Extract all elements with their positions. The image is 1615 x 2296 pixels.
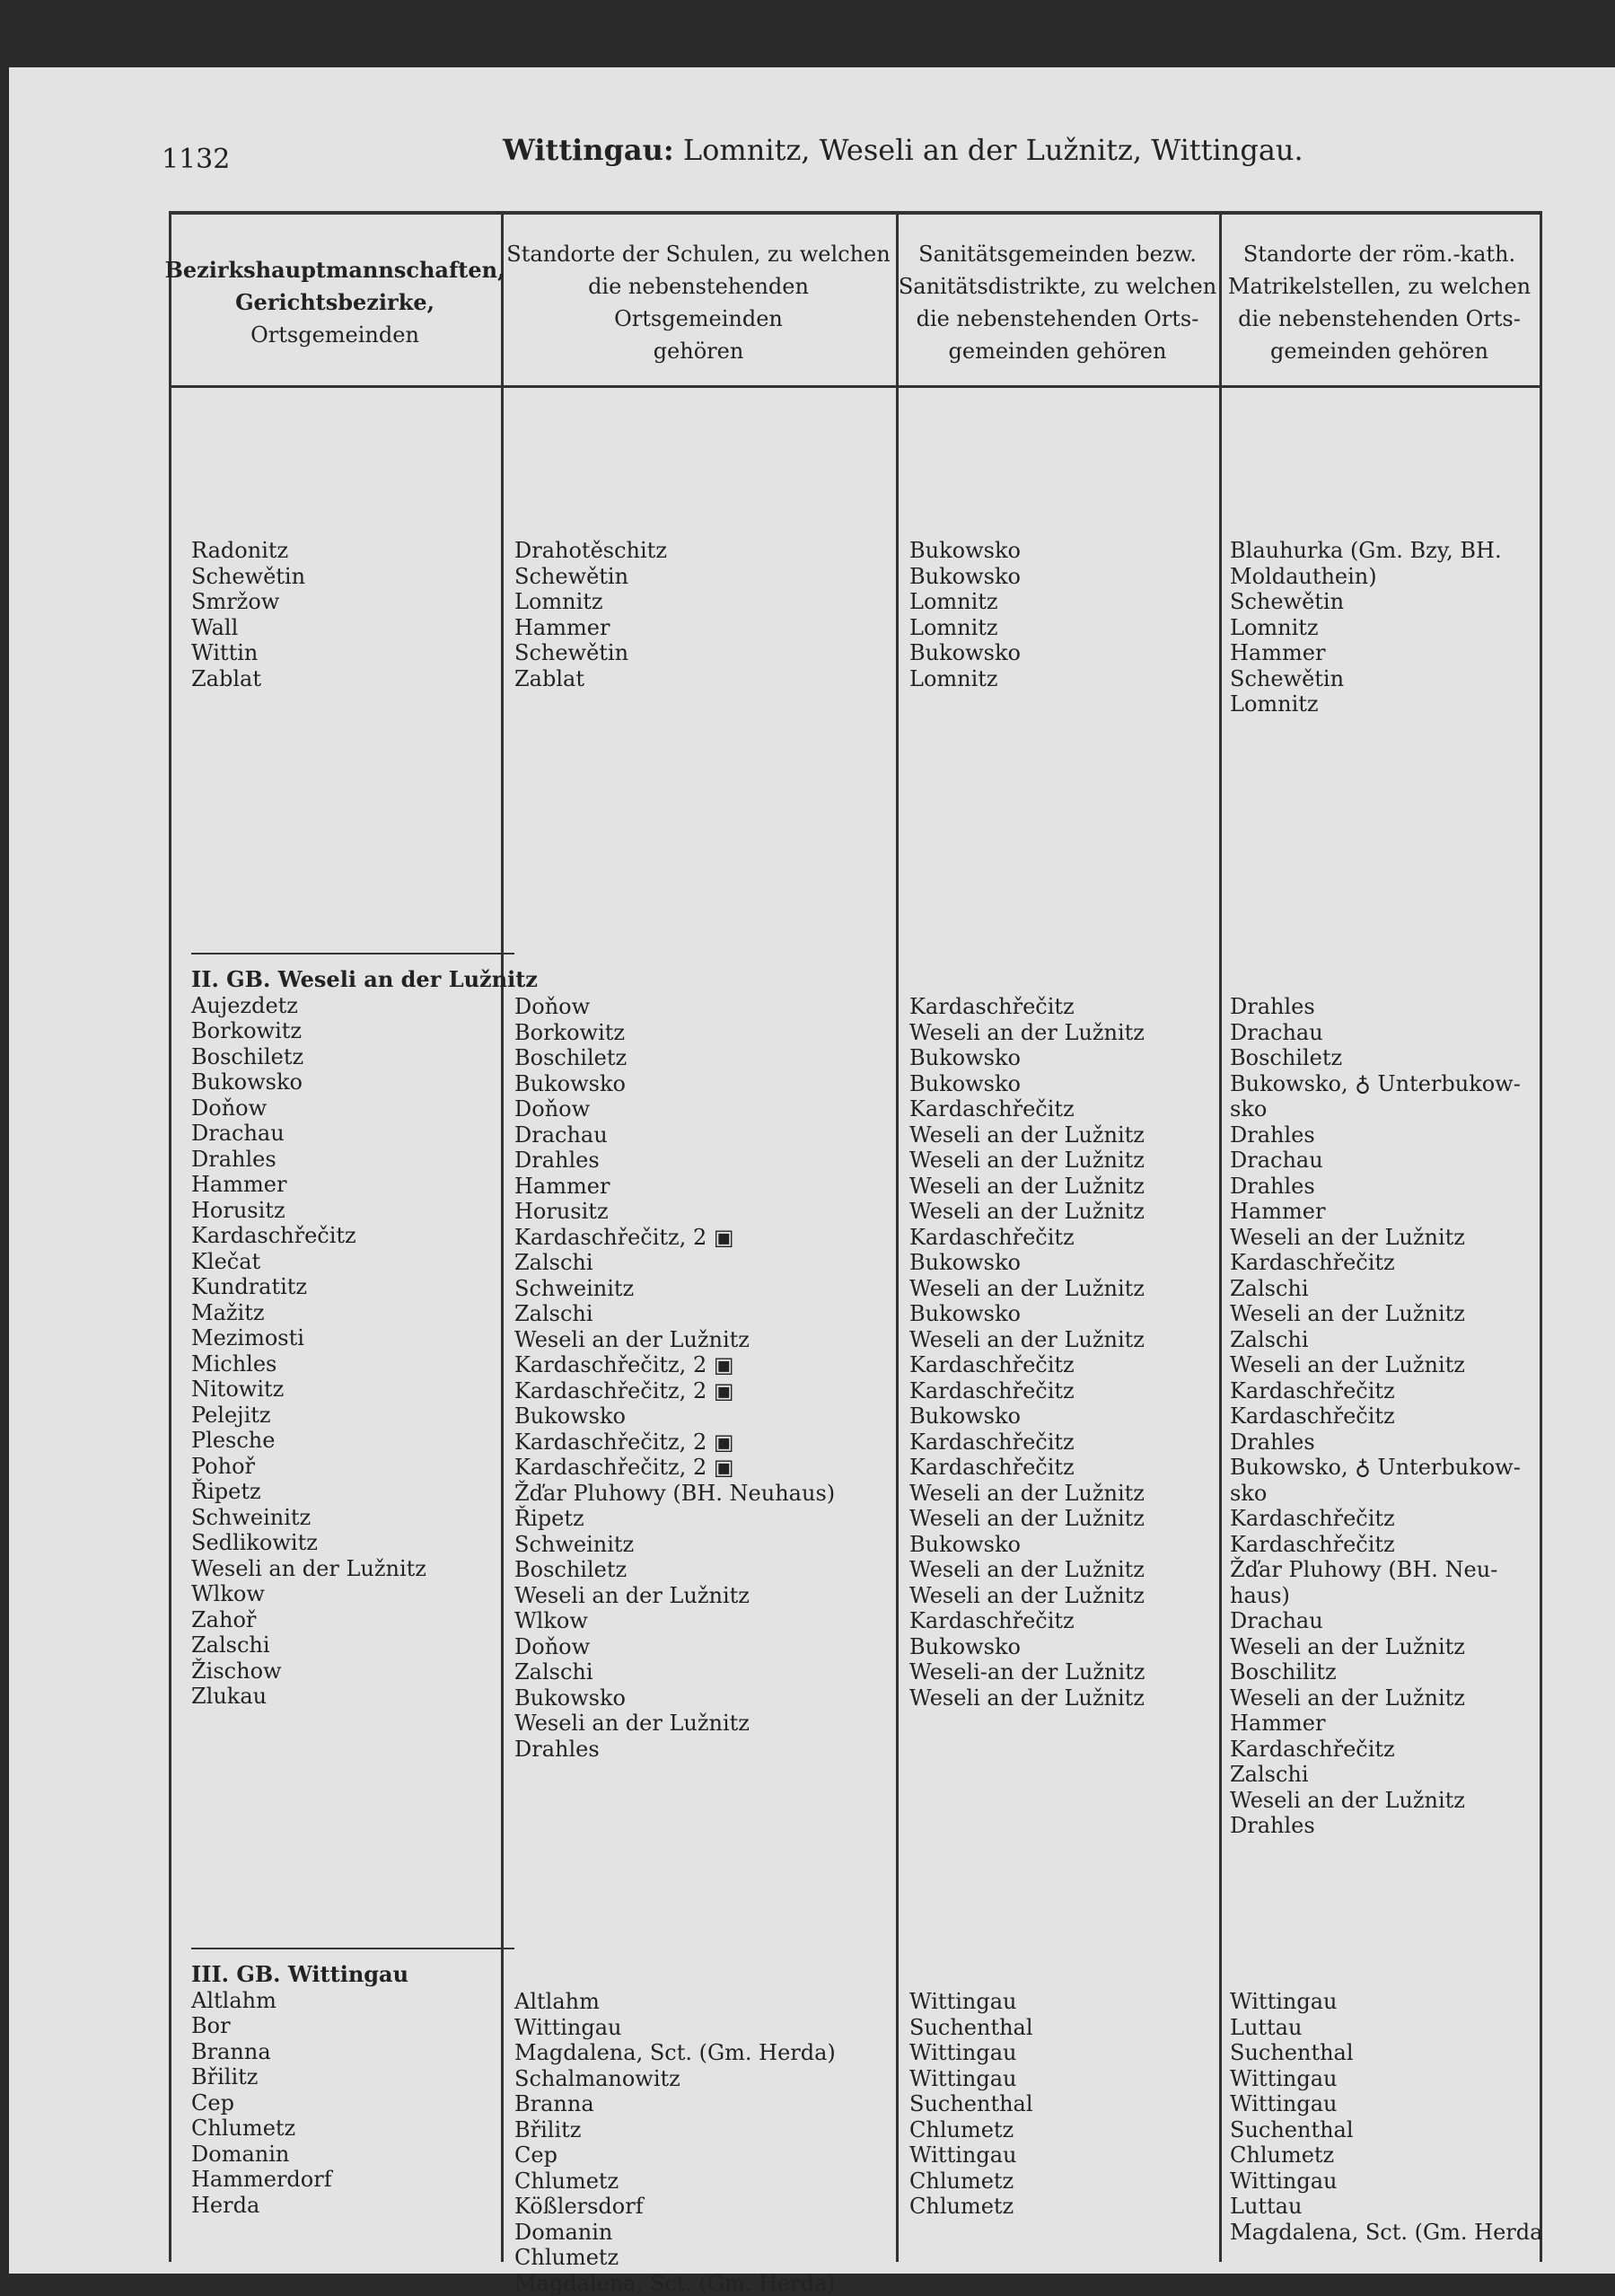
table-cell-matrikel: Kardaschřečitz	[1230, 1506, 1535, 1532]
table-cell-schulen: Kardaschřečitz, 2 ▣	[514, 1225, 891, 1251]
table-cell-matrikel: Weseli an der Lužnitz	[1230, 1225, 1535, 1251]
table-cell-matrikel: Weseli an der Lužnitz	[1230, 1352, 1535, 1378]
table-cell-matrikel: Weseli an der Lužnitz	[1230, 1301, 1535, 1327]
table-cell-gemeinden: Bor	[191, 2013, 496, 2039]
table-cell-schulen: Drahles	[514, 1148, 891, 1174]
table-cell-matrikel: Suchenthal	[1230, 2117, 1535, 2143]
section-spacer	[514, 944, 891, 994]
section-2-schulen	[514, 944, 891, 1762]
table-cell-sanitaet: Weseli an der Lužnitz	[909, 1199, 1215, 1225]
table-cell-matrikel: Suchenthal	[1230, 2040, 1535, 2066]
table-cell-gemeinden: Wall	[191, 615, 496, 641]
table-cell-gemeinden: Smržow	[191, 589, 496, 615]
column-header-gemeinden	[169, 224, 501, 381]
table-cell-schulen: Kardaschřečitz, 2 ▣	[514, 1352, 891, 1378]
table-cell-matrikel: Blauhurka (Gm. Bzy, BH.	[1230, 538, 1535, 564]
table-border-right	[1540, 215, 1542, 2262]
table-cell-sanitaet: Weseli an der Lužnitz	[909, 1481, 1215, 1507]
section-spacer	[909, 1939, 1215, 1989]
table-cell-matrikel: Lomnitz	[1230, 615, 1535, 641]
table-cell-sanitaet: Weseli an der Lužnitz	[909, 1557, 1215, 1583]
section-2-matrikel	[1230, 944, 1535, 1839]
table-cell-schulen: Bukowsko	[514, 1403, 891, 1430]
section-title: II. GB. Weseli an der Lužnitz	[191, 967, 496, 993]
table-cell-sanitaet: Weseli an der Lužnitz	[909, 1685, 1215, 1711]
table-cell-sanitaet: Lomnitz	[909, 666, 1215, 692]
table-cell-sanitaet: Chlumetz	[909, 2117, 1215, 2143]
table-cell-schulen: Lomnitz	[514, 589, 891, 615]
table-cell-matrikel: sko	[1230, 1481, 1535, 1507]
table-cell-schulen: Doňow	[514, 994, 891, 1020]
table-cell-sanitaet: Weseli an der Lužnitz	[909, 1506, 1215, 1532]
section-spacer	[909, 944, 1215, 994]
table-cell-matrikel: Weseli an der Lužnitz	[1230, 1634, 1535, 1660]
table-cell-schulen: Wittingau	[514, 2015, 891, 2041]
table-cell-matrikel: Zalschi	[1230, 1276, 1535, 1302]
table-cell-gemeinden: Klečat	[191, 1249, 496, 1275]
table-cell-gemeinden: Mezimosti	[191, 1325, 496, 1351]
table-cell-gemeinden: Pohoř	[191, 1454, 496, 1480]
table-cell-sanitaet: Weseli an der Lužnitz	[909, 1020, 1215, 1046]
section-divider	[191, 1948, 514, 1949]
table-cell-matrikel: Wittingau	[1230, 1989, 1535, 2015]
column-header-line: gehören	[501, 335, 896, 367]
table-cell-matrikel: Kardaschřečitz	[1230, 1403, 1535, 1430]
table-cell-schulen: Cep	[514, 2142, 891, 2168]
table-cell-schulen: Branna	[514, 2091, 891, 2117]
table-cell-matrikel: Kardaschřečitz	[1230, 1532, 1535, 1558]
page-title-rest: Lomnitz, Weseli an der Lužnitz, Wittingau.	[683, 133, 1303, 167]
column-header-line: Standorte der röm.-kath.	[1228, 238, 1531, 270]
table-cell-gemeinden: Horusitz	[191, 1198, 496, 1224]
table-cell-matrikel: Kardaschřečitz	[1230, 1378, 1535, 1404]
page-title-bold: Wittingau:	[503, 133, 674, 167]
table-cell-gemeinden: Doňow	[191, 1095, 496, 1122]
section-divider	[191, 953, 514, 954]
table-cell-schulen: Drachau	[514, 1122, 891, 1148]
section-3-matrikel	[1230, 1939, 1535, 2245]
table-cell-schulen: Borkowitz	[514, 1020, 891, 1046]
table-cell-gemeinden: Řipetz	[191, 1479, 496, 1505]
table-cell-schulen: Zalschi	[514, 1301, 891, 1327]
table-cell-gemeinden: Břilitz	[191, 2064, 496, 2090]
section-1-matrikel	[1230, 538, 1535, 717]
section-1-gemeinden	[191, 538, 496, 691]
table-cell-gemeinden: Aujezdetz	[191, 993, 496, 1019]
table-cell-sanitaet: Kardaschřečitz	[909, 1430, 1215, 1456]
table-cell-sanitaet: Suchenthal	[909, 2015, 1215, 2041]
table-cell-sanitaet: Wittingau	[909, 2066, 1215, 2092]
table-cell-schulen: Řipetz	[514, 1506, 891, 1532]
table-cell-matrikel: Kardaschřečitz	[1230, 1250, 1535, 1276]
table-cell-sanitaet: Bukowsko	[909, 640, 1215, 666]
table-cell-matrikel: Drahles	[1230, 1430, 1535, 1456]
table-border-left	[169, 215, 171, 2262]
table-cell-matrikel: sko	[1230, 1096, 1535, 1122]
table-cell-sanitaet: Bukowsko	[909, 1045, 1215, 1071]
header-separator	[169, 385, 1542, 388]
table-cell-sanitaet: Bukowsko	[909, 1301, 1215, 1327]
table-cell-schulen: Weseli an der Lužnitz	[514, 1327, 891, 1353]
column-divider-3	[1219, 215, 1222, 2262]
table-cell-sanitaet: Wittingau	[909, 2142, 1215, 2168]
table-cell-sanitaet: Bukowsko	[909, 538, 1215, 564]
table-cell-matrikel: Drachau	[1230, 1608, 1535, 1634]
column-header-line: Bezirkshauptmannschaften,	[165, 254, 505, 286]
table-cell-sanitaet: Weseli-an der Lužnitz	[909, 1659, 1215, 1685]
column-header-line: die nebenstehenden Orts-	[899, 303, 1216, 335]
table-cell-sanitaet: Suchenthal	[909, 2091, 1215, 2117]
section-3-gemeinden	[191, 1939, 496, 2218]
table-cell-sanitaet: Kardaschřečitz	[909, 1225, 1215, 1251]
table-cell-sanitaet: Bukowsko	[909, 1634, 1215, 1660]
column-header-matrikel	[1219, 224, 1540, 381]
table-cell-schulen: Drahles	[514, 1737, 891, 1763]
table-cell-gemeinden: Žischow	[191, 1658, 496, 1685]
table-cell-sanitaet: Lomnitz	[909, 615, 1215, 641]
table-cell-gemeinden: Weseli an der Lužnitz	[191, 1556, 496, 1582]
table-cell-sanitaet: Weseli an der Lužnitz	[909, 1583, 1215, 1609]
table-cell-schulen: Bukowsko	[514, 1071, 891, 1097]
table-cell-gemeinden: Zlukau	[191, 1684, 496, 1710]
column-divider-1	[501, 215, 504, 2262]
table-cell-schulen: Magdalena, Sct. (Gm. Herda)	[514, 2040, 891, 2066]
table-cell-schulen: Weseli an der Lužnitz	[514, 1711, 891, 1737]
table-cell-gemeinden: Wittin	[191, 640, 496, 666]
table-cell-matrikel: Schewětin	[1230, 589, 1535, 615]
column-divider-2	[896, 215, 899, 2262]
section-2-gemeinden	[191, 944, 496, 1710]
table-cell-sanitaet: Kardaschřečitz	[909, 994, 1215, 1020]
section-1-sanitaet	[909, 538, 1215, 691]
table-cell-matrikel: Zalschi	[1230, 1762, 1535, 1788]
table-cell-sanitaet: Kardaschřečitz	[909, 1096, 1215, 1122]
table-cell-schulen: Boschiletz	[514, 1557, 891, 1583]
table-cell-gemeinden: Boschiletz	[191, 1044, 496, 1070]
table-cell-gemeinden: Plesche	[191, 1428, 496, 1454]
table-cell-gemeinden: Herda	[191, 2193, 496, 2219]
section-3-schulen	[514, 1939, 891, 2296]
table-cell-matrikel: Wittingau	[1230, 2066, 1535, 2092]
table-cell-gemeinden: Chlumetz	[191, 2116, 496, 2142]
table-cell-schulen: Schewětin	[514, 564, 891, 590]
table-cell-sanitaet: Bukowsko	[909, 1250, 1215, 1276]
table-cell-gemeinden: Schewětin	[191, 564, 496, 590]
table-cell-matrikel: haus)	[1230, 1583, 1535, 1609]
column-header-line: gemeinden gehören	[899, 335, 1216, 367]
table-cell-sanitaet: Bukowsko	[909, 1071, 1215, 1097]
table-cell-sanitaet: Bukowsko	[909, 1403, 1215, 1430]
table-cell-matrikel: Hammer	[1230, 1199, 1535, 1225]
table-cell-schulen: Magdalena, Sct. (Gm. Herda)	[514, 2271, 891, 2296]
table-cell-sanitaet: Weseli an der Lužnitz	[909, 1122, 1215, 1148]
table-cell-schulen: Doňow	[514, 1634, 891, 1660]
table-cell-gemeinden: Kardaschřečitz	[191, 1223, 496, 1249]
table-cell-gemeinden: Drahles	[191, 1147, 496, 1173]
section-2-sanitaet	[909, 944, 1215, 1711]
table-cell-schulen: Horusitz	[514, 1199, 891, 1225]
table-cell-matrikel: Bukowsko, ♁ Unterbukow-	[1230, 1455, 1535, 1481]
table-cell-matrikel: Boschiletz	[1230, 1045, 1535, 1071]
table-cell-sanitaet: Lomnitz	[909, 589, 1215, 615]
column-header-line: Gerichtsbezirke,	[165, 286, 505, 319]
table-cell-schulen: Hammer	[514, 1174, 891, 1200]
section-spacer	[1230, 944, 1535, 994]
table-cell-sanitaet: Weseli an der Lužnitz	[909, 1174, 1215, 1200]
column-header-line: Sanitätsdistrikte, zu welchen	[899, 270, 1216, 303]
table-cell-sanitaet: Kardaschřečitz	[909, 1455, 1215, 1481]
table-cell-sanitaet: Wittingau	[909, 2040, 1215, 2066]
table-cell-matrikel: Luttau	[1230, 2015, 1535, 2041]
table-cell-gemeinden: Domanin	[191, 2142, 496, 2168]
table-cell-schulen: Kardaschřečitz, 2 ▣	[514, 1455, 891, 1481]
table-cell-gemeinden: Kundratitz	[191, 1274, 496, 1300]
column-header-line: Sanitätsgemeinden bezw.	[899, 238, 1216, 270]
table-cell-schulen: Zalschi	[514, 1659, 891, 1685]
table-cell-matrikel: Wittingau	[1230, 2168, 1535, 2195]
table-cell-gemeinden: Borkowitz	[191, 1018, 496, 1044]
table-cell-gemeinden: Cep	[191, 2090, 496, 2116]
table-cell-sanitaet: Kardaschřečitz	[909, 1378, 1215, 1404]
table-cell-gemeinden: Michles	[191, 1351, 496, 1377]
table-cell-matrikel: Lomnitz	[1230, 691, 1535, 717]
table-cell-matrikel: Hammer	[1230, 640, 1535, 666]
table-cell-schulen: Doňow	[514, 1096, 891, 1122]
table-cell-gemeinden: Branna	[191, 2039, 496, 2065]
table-cell-gemeinden: Zablat	[191, 666, 496, 692]
table-cell-gemeinden: Bukowsko	[191, 1069, 496, 1095]
column-header-line: die nebenstehenden Ortsgemeinden	[501, 270, 896, 335]
table-cell-matrikel: Bukowsko, ♁ Unterbukow-	[1230, 1071, 1535, 1097]
table-cell-gemeinden: Altlahm	[191, 1988, 496, 2014]
table-cell-matrikel: Schewětin	[1230, 666, 1535, 692]
table-cell-gemeinden: Zahoř	[191, 1607, 496, 1633]
table-cell-schulen: Hammer	[514, 615, 891, 641]
table-cell-gemeinden: Zalschi	[191, 1632, 496, 1658]
table-cell-sanitaet: Weseli an der Lužnitz	[909, 1327, 1215, 1353]
section-spacer	[1230, 1939, 1535, 1989]
table-cell-gemeinden: Hammer	[191, 1172, 496, 1198]
page-title	[503, 133, 1303, 167]
table-cell-gemeinden: Pelejitz	[191, 1403, 496, 1429]
table-cell-schulen: Zablat	[514, 666, 891, 692]
table-cell-matrikel: Drachau	[1230, 1148, 1535, 1174]
table-cell-gemeinden: Sedlikowitz	[191, 1530, 496, 1556]
table-cell-schulen: Domanin	[514, 2220, 891, 2246]
table-cell-matrikel: Drahles	[1230, 1174, 1535, 1200]
table-cell-sanitaet: Kardaschřečitz	[909, 1608, 1215, 1634]
table-cell-matrikel: Wittingau	[1230, 2091, 1535, 2117]
table-cell-schulen: Břilitz	[514, 2117, 891, 2143]
table-cell-matrikel: Moldauthein)	[1230, 564, 1535, 590]
table-cell-schulen: Zalschi	[514, 1250, 891, 1276]
table-cell-sanitaet: Bukowsko	[909, 564, 1215, 590]
table-cell-schulen: Kardaschřečitz, 2 ▣	[514, 1378, 891, 1404]
table-cell-schulen: Wlkow	[514, 1608, 891, 1634]
table-cell-schulen: Chlumetz	[514, 2245, 891, 2271]
table-cell-schulen: Bukowsko	[514, 1685, 891, 1711]
table-cell-schulen: Kardaschřečitz, 2 ▣	[514, 1430, 891, 1456]
table-cell-matrikel: Zalschi	[1230, 1327, 1535, 1353]
table-cell-sanitaet: Kardaschřečitz	[909, 1352, 1215, 1378]
table-cell-gemeinden: Schweinitz	[191, 1505, 496, 1531]
table-cell-gemeinden: Radonitz	[191, 538, 496, 564]
table-cell-gemeinden: Drachau	[191, 1121, 496, 1147]
table-cell-sanitaet: Weseli an der Lužnitz	[909, 1276, 1215, 1302]
table-cell-schulen: Schewětin	[514, 640, 891, 666]
column-header-schulen	[501, 224, 896, 381]
table-cell-schulen: Chlumetz	[514, 2168, 891, 2195]
table-cell-schulen: Schalmanowitz	[514, 2066, 891, 2092]
section-3-sanitaet	[909, 1939, 1215, 2220]
table-cell-schulen: Weseli an der Lužnitz	[514, 1583, 891, 1609]
table-cell-sanitaet: Wittingau	[909, 1989, 1215, 2015]
table-cell-sanitaet: Bukowsko	[909, 1532, 1215, 1558]
table-cell-matrikel: Kardaschřečitz	[1230, 1737, 1535, 1763]
page-number: 1132	[162, 144, 230, 175]
table-cell-schulen: Schweinitz	[514, 1532, 891, 1558]
section-spacer	[514, 1939, 891, 1989]
table-cell-matrikel: Hammer	[1230, 1711, 1535, 1737]
column-header-line: Matrikelstellen, zu welchen	[1228, 270, 1531, 303]
section-title: III. GB. Wittingau	[191, 1962, 496, 1988]
table-cell-matrikel: Weseli an der Lužnitz	[1230, 1685, 1535, 1711]
column-header-line: die nebenstehenden Orts-	[1228, 303, 1531, 335]
table-cell-sanitaet: Chlumetz	[909, 2168, 1215, 2195]
table-cell-matrikel: Drachau	[1230, 1020, 1535, 1046]
table-cell-matrikel: Luttau	[1230, 2194, 1535, 2220]
table-cell-schulen: Altlahm	[514, 1989, 891, 2015]
column-header-line: Standorte der Schulen, zu welchen	[501, 238, 896, 270]
table-cell-gemeinden: Wlkow	[191, 1581, 496, 1607]
table-cell-schulen: Schweinitz	[514, 1276, 891, 1302]
column-header-sanitaet	[896, 224, 1219, 381]
table-cell-gemeinden: Hammerdorf	[191, 2167, 496, 2193]
table-cell-matrikel: Žďar Pluhowy (BH. Neu-	[1230, 1557, 1535, 1583]
table-cell-sanitaet: Chlumetz	[909, 2194, 1215, 2220]
table-cell-matrikel: Drahles	[1230, 994, 1535, 1020]
table-cell-gemeinden: Mažitz	[191, 1300, 496, 1326]
column-header-line: Ortsgemeinden	[165, 319, 505, 351]
table-cell-schulen: Boschiletz	[514, 1045, 891, 1071]
table-cell-schulen: Drahotěschitz	[514, 538, 891, 564]
register-table	[169, 211, 1542, 2262]
table-cell-matrikel: Chlumetz	[1230, 2142, 1535, 2168]
table-cell-matrikel: Boschilitz	[1230, 1659, 1535, 1685]
table-cell-matrikel: Magdalena, Sct. (Gm. Herda	[1230, 2220, 1535, 2246]
table-cell-schulen: Kößlersdorf	[514, 2194, 891, 2220]
table-cell-gemeinden: Nitowitz	[191, 1377, 496, 1403]
table-cell-sanitaet: Weseli an der Lužnitz	[909, 1148, 1215, 1174]
table-cell-matrikel: Weseli an der Lužnitz	[1230, 1788, 1535, 1814]
table-cell-matrikel: Drahles	[1230, 1813, 1535, 1839]
section-1-schulen	[514, 538, 891, 691]
table-cell-schulen: Žďar Pluhowy (BH. Neuhaus)	[514, 1481, 891, 1507]
column-header-line: gemeinden gehören	[1228, 335, 1531, 367]
table-cell-matrikel: Drahles	[1230, 1122, 1535, 1148]
